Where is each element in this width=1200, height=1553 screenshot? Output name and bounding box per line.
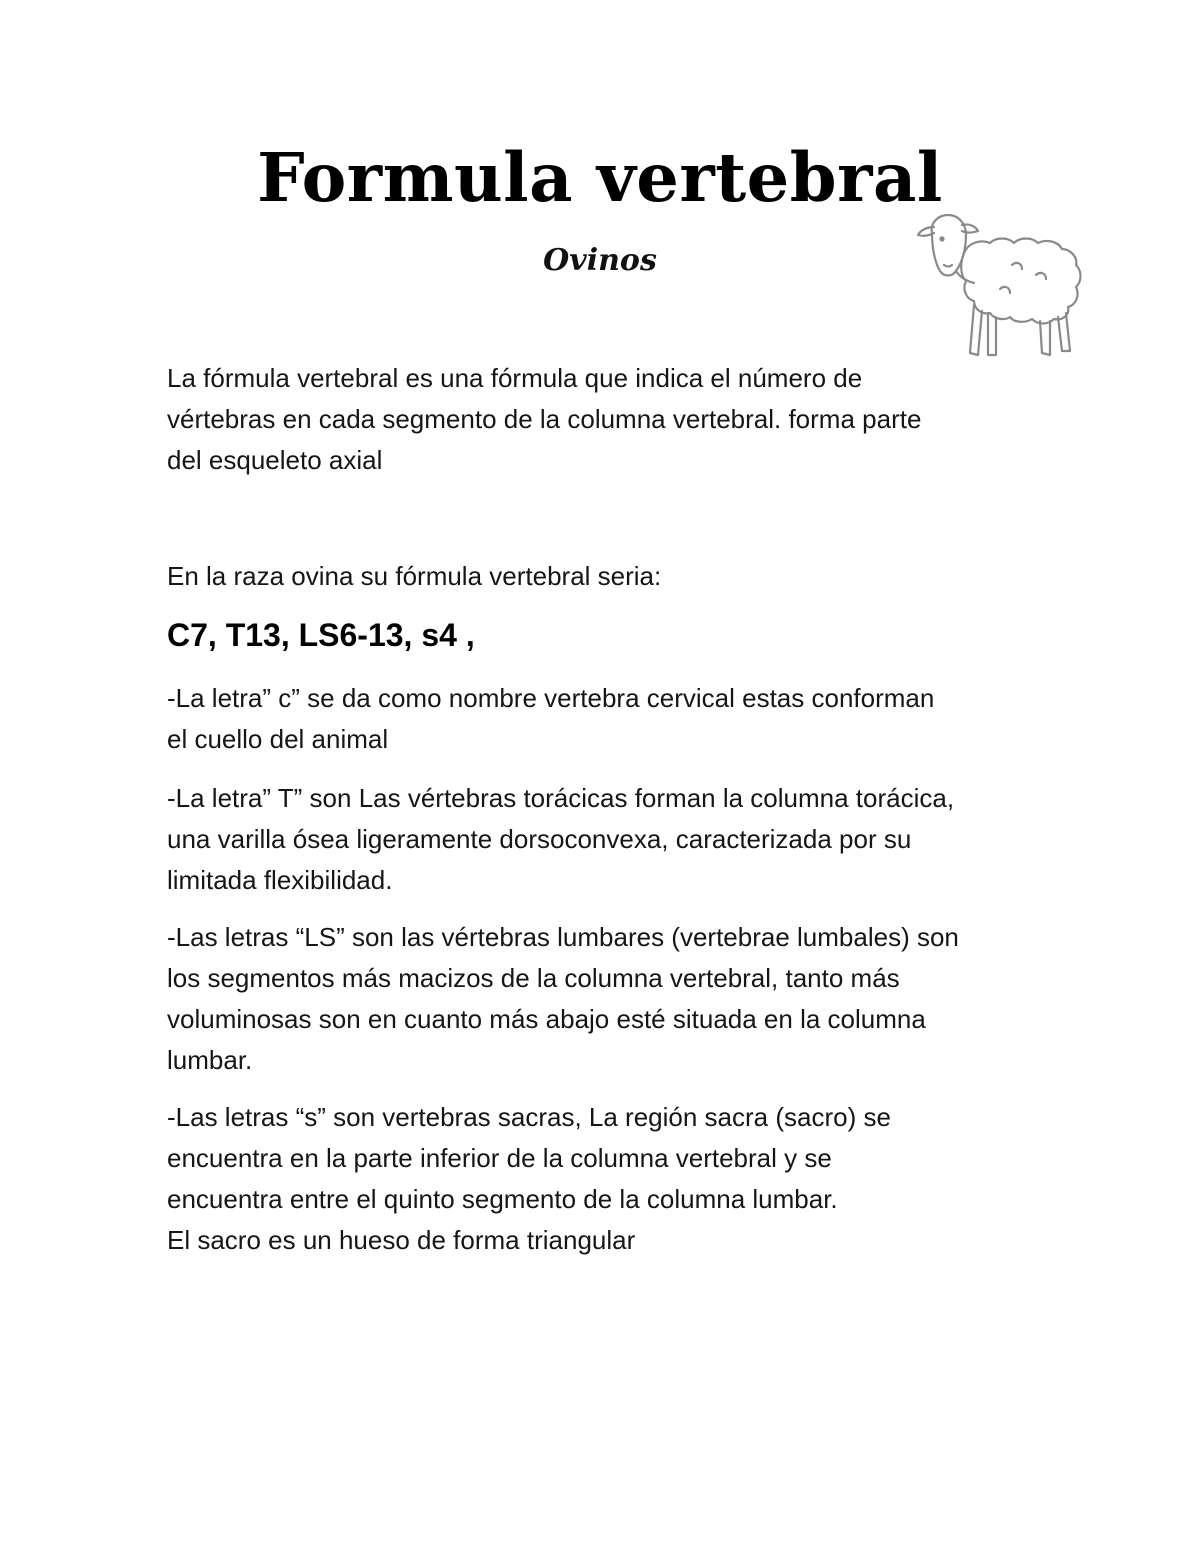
page-subtitle: Ovinos [543,243,657,278]
text-line: La fórmula vertebral es una fórmula que indica el número de [167,363,863,393]
intro-paragraph [167,358,1047,481]
text-line: encuentra en la parte inferior de la columna vertebral y se [167,1143,832,1173]
text-line: voluminosas son en cuanto más abajo esté situada en la columna [167,1004,926,1034]
vertebral-formula: C7, T13, LS6-13, s4 , [167,617,475,653]
text-line: lumbar. [167,1045,253,1075]
text-line: -La letra” c” se da como nombre vertebra cervical estas conforman [167,683,935,713]
text-line: una varilla ósea ligeramente dorsoconvexa, caracterizada por su [167,824,912,854]
text-line: limitada flexibilidad. [167,865,393,895]
text-line: El sacro es un hueso de forma triangular [167,1225,636,1255]
text-line: vértebras en cada segmento de la columna vertebral. forma parte [167,404,922,434]
text-line: los segmentos más macizos de la columna vertebral, tanto más [167,963,900,993]
page-title: Formula vertebral [257,138,943,217]
sacral-paragraph [167,1097,1047,1261]
text-line: -Las letras “LS” son las vértebras lumbares (vertebrae lumbales) son [167,922,959,952]
text-line: el cuello del animal [167,724,389,754]
lumbar-paragraph [167,917,1047,1081]
lead-paragraph [167,556,1047,597]
text-line: -La letra” T” son Las vértebras torácicas forman la columna torácica, [167,783,955,813]
text-line: En la raza ovina su fórmula vertebral seria: [167,561,662,591]
text-line: -Las letras “s” son vertebras sacras, La región sacra (sacro) se [167,1102,891,1132]
sheep-icon [912,205,1090,365]
cervical-paragraph [167,678,1047,760]
text-line: encuentra entre el quinto segmento de la columna lumbar. [167,1184,838,1214]
thoracic-paragraph [167,778,1047,901]
text-line: del esqueleto axial [167,445,383,475]
